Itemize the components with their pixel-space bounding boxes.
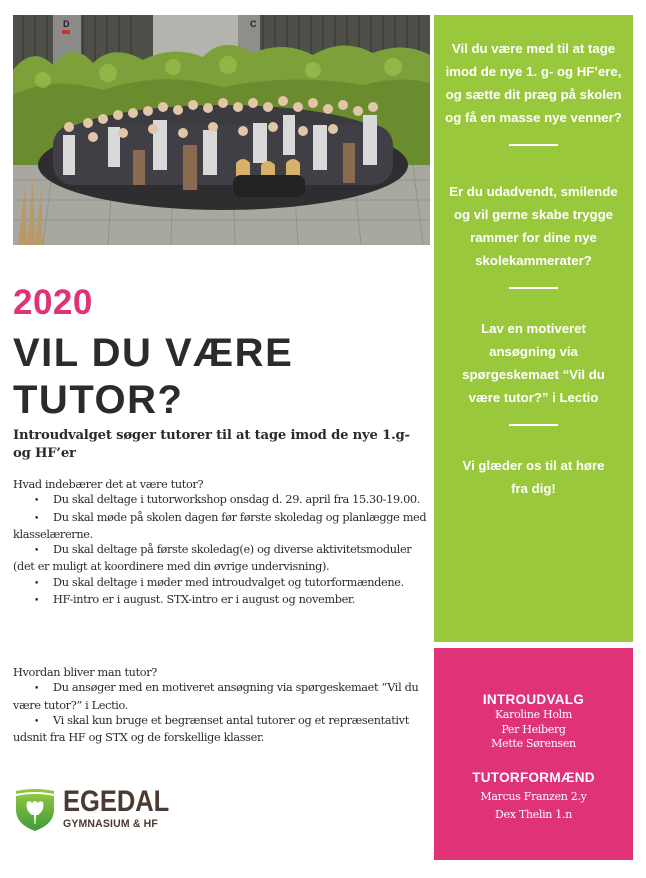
green-panel-text-4: Vi glæder os til at høre fra dig! xyxy=(462,458,605,496)
school-logo xyxy=(13,786,188,836)
list-item-text: HF-intro er i august. STX-intro er i august og november. xyxy=(53,593,355,607)
divider xyxy=(509,144,558,146)
list-item xyxy=(13,592,431,609)
tutorformand-member: Dex Thelin 1.n xyxy=(495,807,572,821)
list-item-text: Du ansøger med en motiveret ansøgning via spørgeskemaet “Vil du være tutor?” i Lectio. xyxy=(13,681,419,712)
bullet-list xyxy=(13,492,431,609)
bullet-icon: • xyxy=(34,513,39,524)
bullet-icon: • xyxy=(34,546,39,557)
page-title xyxy=(13,330,423,424)
list-item-text: Du skal møde på skolen dagen før første skoledag og planlægge med klasselærerne. xyxy=(13,510,427,541)
wall-label-d: D xyxy=(63,19,70,29)
list-item-text: Vi skal kun bruge et begrænset antal tutorer og et repræsentativt udsnit fra HF og STX og de forskellige klasser. xyxy=(13,713,409,745)
list-item-text: Du skal deltage på første skoledag(e) og diverse aktivitetsmoduler (det er muligt at koordinere med din øvrige undervisning). xyxy=(13,543,412,574)
list-item xyxy=(13,510,431,543)
wall-label-c: C xyxy=(250,19,257,29)
green-panel-text-2: Er du udadvendt, smilende og vil gerne skabe trygge rammer for dine nye skolekammerater? xyxy=(449,184,618,268)
introudvalg-member: Per Heiberg xyxy=(501,722,566,736)
subtitle: Introudvalget søger tutorer til at tage imod de nye 1.g- og HF’er xyxy=(13,428,410,461)
green-panel-text-3: Lav en motiveret ansøgning via spørgeskemaet “Vil du være tutor?” i Lectio xyxy=(462,321,605,405)
logo-brand-name: EGEDAL xyxy=(63,785,170,818)
bullet-icon: • xyxy=(34,596,39,607)
introudvalg-member: Mette Sørensen xyxy=(491,737,576,750)
group-photo xyxy=(13,15,430,245)
bullet-icon: • xyxy=(34,684,39,695)
tutorformand-member: Marcus Franzen 2.y xyxy=(480,789,587,803)
list-item xyxy=(13,713,431,746)
list-item-text: Du skal deltage i tutorworkshop onsdag d. 29. april fra 15.30-19.00. xyxy=(53,493,421,507)
divider xyxy=(509,287,558,289)
title-line-2: TUTOR? xyxy=(13,378,184,422)
list-item xyxy=(13,575,431,592)
logo-tagline: GYMNASIUM & HF xyxy=(63,818,158,830)
list-item xyxy=(13,680,431,713)
list-item-text: Du skal deltage i møder med introudvalget og tutorformændene. xyxy=(53,575,404,589)
bullet-icon: • xyxy=(34,578,39,589)
divider xyxy=(509,424,558,426)
list-item xyxy=(13,542,431,575)
bullet-list xyxy=(13,680,431,745)
section-how-to-apply xyxy=(13,665,431,745)
introudvalg-heading: INTROUDVALG xyxy=(482,692,585,707)
section-question: Hvad indebærer det at være tutor? xyxy=(13,478,204,491)
list-item xyxy=(13,492,431,509)
green-info-panel xyxy=(434,15,633,642)
bullet-icon: • xyxy=(34,716,39,727)
group-photo-image xyxy=(13,15,430,245)
section-question: Hvordan bliver man tutor? xyxy=(13,666,157,679)
bullet-icon: • xyxy=(34,496,39,507)
year-heading: 2020 xyxy=(13,283,93,322)
thistle-shield-icon xyxy=(13,788,57,832)
contacts-panel xyxy=(434,648,633,860)
section-what-it-involves xyxy=(13,477,431,609)
tutorformaend-heading: TUTORFORMÆND xyxy=(472,769,595,785)
title-line-1: VIL DU VÆRE xyxy=(13,331,294,375)
introudvalg-member: Karoline Holm xyxy=(494,708,573,721)
green-panel-text-1: Vil du være med til at tage imod de nye 1. g- og HF’ere, og sætte dit præg på skolen og få en masse nye venner? xyxy=(445,41,622,125)
